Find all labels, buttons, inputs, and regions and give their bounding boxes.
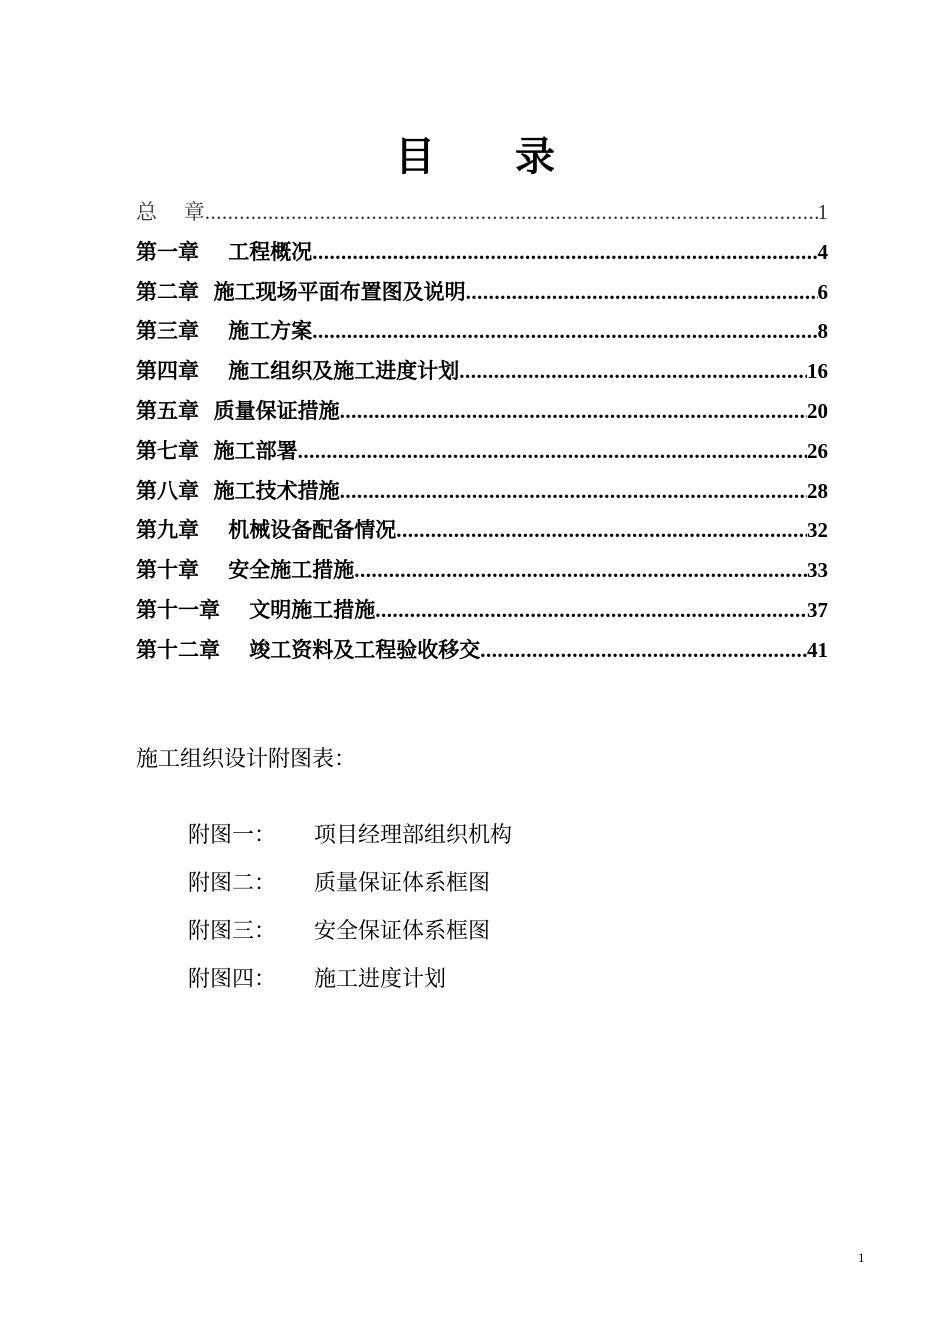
toc-leader-dots	[354, 551, 807, 591]
toc-entry-page: 6	[817, 279, 828, 304]
toc-entry-chapter-9[interactable]	[136, 511, 828, 551]
toc-entry-page: 28	[807, 478, 828, 503]
toc-entry-label: 第七章 施工部署	[136, 438, 298, 463]
toc-leader-dots	[205, 193, 818, 233]
toc-leader-dots	[312, 312, 817, 352]
document-title: 目录	[395, 134, 635, 180]
appendix-item-label: 附图一：	[188, 823, 277, 848]
appendix-item-label: 附图三：	[188, 919, 277, 944]
toc-entry-label: 第一章 工程概况	[136, 239, 313, 264]
page-number: 1	[858, 1250, 865, 1265]
toc-leader-dots	[459, 352, 807, 392]
toc-entry-label: 第三章 施工方案	[136, 319, 313, 344]
toc-entry-chapter-7[interactable]	[136, 432, 828, 472]
toc-leader-dots	[480, 631, 807, 671]
toc-entry-chapter-11[interactable]	[136, 591, 828, 631]
toc-entry-label: 第八章 施工技术措施	[136, 478, 340, 503]
table-of-contents	[136, 193, 828, 671]
toc-leader-dots	[312, 233, 817, 273]
appendix-item[interactable]	[188, 912, 512, 960]
toc-entry-page: 1	[817, 200, 828, 224]
toc-entry-label: 总 章	[136, 200, 205, 224]
toc-entry-chapter-4[interactable]	[136, 352, 828, 392]
appendix-list	[188, 816, 512, 1008]
toc-entry-label: 第四章 施工组织及施工进度计划	[136, 359, 460, 384]
toc-entry-label: 第九章 机械设备配备情况	[136, 518, 397, 543]
toc-entry-chapter-2[interactable]	[136, 273, 828, 313]
appendix-item-label: 附图四：	[188, 967, 277, 992]
appendix-item[interactable]	[188, 960, 512, 1008]
toc-entry-page: 37	[807, 597, 828, 622]
toc-leader-dots	[396, 511, 807, 551]
toc-entry-page: 20	[807, 398, 828, 423]
appendix-item-text: 质量保证体系框图	[314, 871, 491, 896]
toc-entry-page: 32	[807, 518, 828, 543]
appendix-item-text: 施工进度计划	[314, 967, 447, 992]
toc-entry-page: 33	[807, 558, 828, 583]
toc-entry-page: 26	[807, 438, 828, 463]
appendix-item-label: 附图二：	[188, 871, 277, 896]
toc-entry-chapter-12[interactable]	[136, 631, 828, 671]
toc-entry-page: 41	[807, 637, 828, 662]
appendix-heading: 施工组织设计附图表：	[136, 747, 357, 772]
toc-leader-dots	[340, 472, 807, 512]
toc-entry-label: 第十一章 文明施工措施	[136, 597, 376, 622]
toc-entry-chapter-10[interactable]	[136, 551, 828, 591]
toc-entry-chapter-5[interactable]	[136, 392, 828, 432]
toc-entry-page: 8	[817, 319, 828, 344]
toc-entry-label: 第五章 质量保证措施	[136, 398, 340, 423]
toc-leader-dots	[375, 591, 807, 631]
toc-entry-chapter-8[interactable]	[136, 472, 828, 512]
appendix-item-text: 安全保证体系框图	[314, 919, 491, 944]
toc-entry-label: 第十二章 竣工资料及工程验收移交	[136, 637, 481, 662]
toc-entry-page: 4	[817, 239, 828, 264]
appendix-item[interactable]	[188, 864, 512, 912]
toc-entry-page: 16	[807, 359, 828, 384]
toc-entry-label: 第十章 安全施工措施	[136, 558, 355, 583]
toc-entry-chapter-3[interactable]	[136, 312, 828, 352]
toc-entry-chapter-1[interactable]	[136, 233, 828, 273]
appendix-item[interactable]	[188, 816, 512, 864]
toc-leader-dots	[298, 432, 807, 472]
appendix-item-text: 项目经理部组织机构	[314, 823, 513, 848]
toc-entry-general[interactable]	[136, 193, 828, 233]
toc-leader-dots	[340, 392, 807, 432]
toc-leader-dots	[466, 273, 818, 313]
toc-entry-label: 第二章 施工现场平面布置图及说明	[136, 279, 466, 304]
